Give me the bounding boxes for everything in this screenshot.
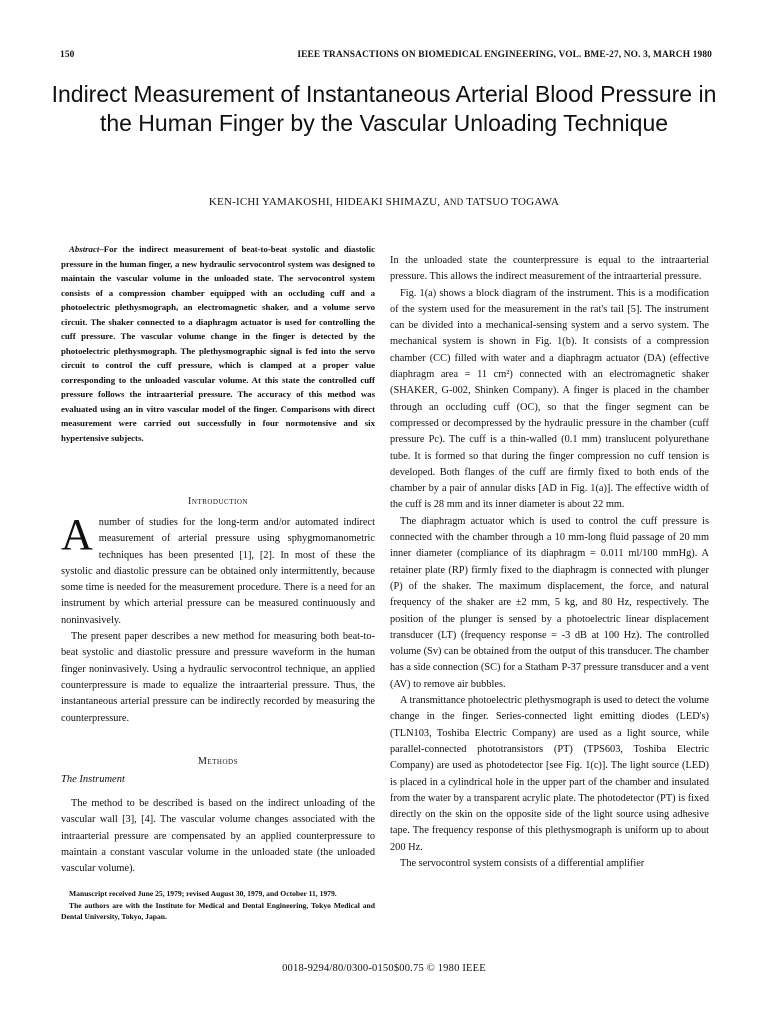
- introduction-paragraph-1: [61, 510, 375, 629]
- instrument-subheading: The Instrument: [61, 774, 125, 785]
- footnotes: [61, 888, 375, 923]
- footnote-received: Manuscript received June 25, 1979; revised August 30, 1979, and October 11, 1979.: [69, 889, 337, 898]
- journal-header: IEEE TRANSACTIONS ON BIOMEDICAL ENGINEERING, VOL. BME-27, NO. 3, MARCH 1980: [297, 50, 712, 60]
- right-paragraph-2: Fig. 1(a) shows a block diagram of the instrument. This is a modification of the system used for the measurement in the rat's tail [5]. The instrument can be divided into a mechanical-sensing system and a servo system. The mechanical system is shown in Fig. 1(b). It consists of a compression chamber (CC) filled with water and a diaphragm actuator (DA) (effective diaphragm area = 11 cm²) connected with an electromagnetic shaker (SHAKER, G-002, Shinken Company). A finger is placed in the chamber through an occluding cuff (OC), so that the finger segment can be compressed or decompressed by the hydraulic pressure in the chamber (cuff pressure Pc). The cuff is a thin-walled (0.1 mm) translucent polyurethane tube. It is formed so that during the finger compression no cuff tension is developed. Both flanges of the cuff are firmly fixed to both ends of the chamber by a pair of annular disks [AD in Fig. 1(a)]. The effective width of the cuff is 28 mm and its inner diameter is about 22 mm.: [390, 287, 709, 511]
- author-names-last: TATSUO TOGAWA: [466, 196, 560, 208]
- author-names: KEN-ICHI YAMAKOSHI, HIDEAKI SHIMAZU,: [208, 196, 441, 208]
- author-conjunction: AND: [443, 197, 464, 207]
- abstract-text: –For the indirect measurement of beat-to-beat systolic and diastolic pressure in the human finger, a new hydraulic servocontrol system was designed to maintain the vascular volume in the unloaded state. The servocontrol system consists of a compression chamber equipped with an occluding cuff and a photoelectric plethysmograph, an electromagnetic shaker, and a volume servo circuit. The shaker connected to a diaphragm actuator is used for controlling the cuff pressure. The vascular volume change in the finger is detected by the photoelectric plethysmograph. The plethysmographic signal is fed into the servo circuit to control the cuff pressure, which is clamped at a proper value corresponding to the unloaded vascular volume. At this state the controlled cuff pressure follows the intraarterial pressure. The accuracy of this method was evaluated using an in vitro vascular model of the finger. Comparisons with direct measurement were carried out successfully in four normotensive and six hypertensive subjects.: [61, 244, 375, 443]
- drop-cap: A: [61, 510, 93, 559]
- right-paragraph-4: A transmittance photoelectric plethysmograph is used to detect the volume change in the finger. Series-connected light emitting diodes (LED's) (TLN103, Toshiba Electric Company) are used as a light source, while parallel-connected phototransistors (PT) (TPS603, Toshiba Electric Company) are used as photodetector [see Fig. 1(c)]. The light source (LED) is placed in a cylindrical hole in the upper part of the chamber and insulated from the water by a transparent acrylic plate. The photodetector (PT) is fixed directly on the skin on the opposite side of the light source using adhesive tape. The frequency response of this plethysmograph is uniform up to about 200 Hz.: [390, 695, 709, 853]
- page-number: 150: [60, 50, 75, 60]
- right-paragraph-5: The servocontrol system consists of a differential amplifier: [400, 857, 645, 869]
- right-paragraph-3: The diaphragm actuator which is used to control the cuff pressure is connected with the chamber through a 10 mm-long fluid passage of 20 mm inner diameter (compliance of its diaphragm = 0.011 ml/100 mmHg). A retainer plate (RP) firmly fixed to the diaphragm is connected with plunger (P) of the shaker. The maximum displacement, the force, and natural frequency of the shaker are ±2 mm, 5 kg, and 80 Hz, respectively. The position of the plunger is sensed by a photoelectric linear displacement transducer (LT) (frequency response = -3 dB at 100 Hz). The controlled volume (Sv) can be obtained from the output of this transducer. The chamber has a side connection (SC) for a Statham P-37 pressure transducer and a vent (AV) to remove air bubbles.: [390, 515, 709, 690]
- author-line: [40, 196, 728, 208]
- abstract-label: Abstract: [69, 244, 100, 254]
- methods-heading: Methods: [197, 756, 238, 767]
- methods-body: [61, 796, 375, 877]
- right-paragraph-1: In the unloaded state the counterpressure is equal to the intraarterial pressure. This allows the indirect measurement of the intraarterial pressure.: [390, 255, 709, 283]
- abstract: [61, 242, 375, 445]
- introduction-paragraph-2: The present paper describes a new method for measuring both beat-to-beat systolic and diastolic pressure and pressure waveform in the human finger noninvasively. Using a hydraulic servocontrol technique, an applied counterpressure is made to equalize the intraarterial pressure. Thus, the instantaneous arterial pressure can be indirectly recorded by measuring the counterpressure.: [61, 631, 375, 724]
- left-column: [61, 242, 375, 921]
- footnote-affiliation: The authors are with the Institute for Medical and Dental Engineering, Tokyo Medical and Dental University, Tokyo, Japan.: [61, 900, 375, 921]
- introduction-heading: Introduction: [188, 496, 248, 507]
- methods-paragraph-1: The method to be described is based on the indirect unloading of the vascular wall [3], [4]. The vascular volume changes associated with the intraarterial pressure are compensated by an applied counterpressure to maintain a constant vascular volume in the unloaded state (the unloaded vascular volume).: [61, 798, 375, 875]
- introduction-body: [61, 510, 375, 727]
- paper-title: Indirect Measurement of Instantaneous Arterial Blood Pressure in the Human Finger by the Vascular Unloading Technique: [51, 81, 717, 136]
- right-column: [390, 253, 709, 872]
- introduction-paragraph-1-text: number of studies for the long-term and/or automated indirect measurement of arterial pressure using sphygmomanometric techniques has been presented [1], [2]. In most of these the systolic and diastolic pressure can be obtained only intermittently, because some time is needed for the measurement procedure. There is a need for an instrument by which arterial pressure can be measured continuously and noninvasively.: [61, 517, 375, 626]
- copyright-footer: 0018-9294/80/0300-0150$00.75 © 1980 IEEE: [282, 963, 486, 974]
